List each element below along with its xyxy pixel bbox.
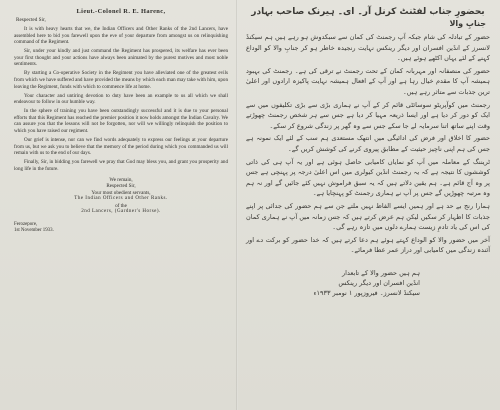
urdu-title: بحضورِ جناب لفٹنٹ کرنل آر۔ ای۔ ہیرنک صاحب بہادر: [251, 7, 485, 17]
urdu-paragraph-1: حضور کے تبادلہ کی شام جبکہ آپ رجمنٹ کی کمان سے سبکدوش ہو رہے ہیں ہم سیکنڈ لانسرز کے انڈین افسران اور دیگر رینکس نہایت رنجیدہ خاطر ہو کر جنابِ والا کو الوداع کہنے کے لئے یہاں اکٹھے ہوئے ہیں۔: [246, 33, 490, 63]
paragraph-6: Our grief is intense, nor can we find words adequately to express our feelings at your departure from us, but we ask you to believe that the memory of the period during which you commanded us will remain with us to the end of our days.: [14, 137, 228, 157]
date: 1st November 1933.: [14, 228, 54, 234]
urdu-signature-line: سیکنڈ لانسرز۔ فیروزپور ۱ نومبر ۱۹۳۳ء: [313, 288, 420, 297]
signatory-line: The Indian Officers and Other Ranks.: [74, 196, 168, 202]
urdu-salutation: جنابِ والا: [449, 19, 486, 28]
paragraph-3: By starting a Co-operative Society in the Regiment you have alleviated one of the greatest evils from which we have suffered and have provided the means by which each man may take with him, upon leaving the Regiment, funds with which to commence life at home.: [14, 70, 228, 90]
paragraph-4: Your character and untiring devotion to duty have been an example to us all which we shall endeavour to follow in our humble way.: [14, 92, 228, 106]
english-address: [14, 8, 228, 235]
urdu-paragraph-4: حضور کا اخلاق اور فرض کی ادائیگی میں انتھک مستعدی ہم سب کے لئے ایک نمونہ ہے جس کی ہم اپنی ناچیز حیثیت کے مطابق پیروی کرنے کی کوشش کریں گے۔: [246, 134, 490, 153]
closing-line: Your most obedient servants,: [91, 189, 151, 196]
place: Ferozepore,: [14, 222, 38, 228]
signatory-line: 2nd Lancers, (Gardner's Horse).: [81, 209, 161, 215]
closing-line: Respected Sir,: [106, 183, 136, 190]
urdu-signature-line: انڈین افسران اور دیگر رینکس: [338, 278, 420, 287]
place-date: [14, 222, 228, 235]
paragraph-5: In the sphere of training you have been outstandingly successful and it is due to your personal efforts that this Regiment has reached the premier position it now holds amongst the Indian Cavalry. We can assure you that the lessons will not be forgotten, nor will we willingly relinquish the position to which you have raised our regiment.: [14, 108, 228, 135]
urdu-paragraph-6: ہمارا رنج بے حد ہے اور ہمیں ایسے الفاظ نہیں ملتے جن سے ہم حضور کی جدائی پر اپنے جذبات کا اظہار کر سکیں لیکن ہم عرض کرتے ہیں کہ جس زمانہ میں آپ نے ہماری کمان کی اس کی یاد تادمِ زیست ہمارے دلوں میں تازہ رہے گی۔: [246, 201, 490, 232]
closing-block: [14, 177, 228, 217]
urdu-paragraph-2: حضور کی منصفانہ اور مہربانہ کمان کے تحت رجمنٹ نے ترقی کی ہے۔ رجمنٹ کی بہبود ہمیشہ آپ کا مقدم خیال رہا ہے اور آپ کے افعال ہمیشہ نہایت پاکیزہ ارادوں اور اعلیٰ ترین جذبات سے متاثر رہے ہیں۔: [246, 66, 490, 96]
urdu-paragraph-5: ٹریننگ کے معاملہ میں آپ کو نمایاں کامیابی حاصل ہوئی ہے اور یہ آپ ہی کی ذاتی کوششوں کا نتیجہ ہے کہ یہ رجمنٹ انڈین کیولری میں اس اعلیٰ درجہ پر پہنچی ہے جس پر وہ آج قائم ہے۔ ہم یقین دلاتے ہیں کہ یہ سبق فراموش نہیں کئے جائیں گے اور نہ ہم وہ مرتبہ چھوڑیں گے جس پر آپ نے ہماری رجمنٹ کو پہنچایا ہے۔: [246, 157, 490, 198]
urdu-address: [246, 6, 490, 298]
paragraph-2: Sir, under your kindly and just command the Regiment has prospered, its welfare has ever been your first thought and your actions have always been animated by the purest motives and most noble sentiments.: [14, 48, 228, 68]
paragraph-7: Finally, Sir, in bidding you farewell we pray that God may bless you, and grant you prosperity and long life in the future.: [14, 159, 228, 172]
page-fold: [236, 0, 238, 410]
paragraph-1: It is with heavy hearts that we, the Indian Officers and Other Ranks of the 2nd Lancers, have assembled here to bid you farewell upon the eve of your departure from amongst us on relinquishing command of the Regiment.: [14, 26, 228, 46]
urdu-signature: [246, 268, 490, 298]
closing-line: We remain,: [109, 176, 133, 183]
addressee: Lieut.-Colonel R. E. Harenc,: [76, 8, 166, 15]
signatory-line: of the: [115, 202, 127, 209]
salutation: Respected Sir,: [16, 17, 46, 23]
urdu-signature-line: ہم ہیں حضور والا کے تابعدار: [342, 268, 420, 277]
urdu-paragraph-3: رجمنٹ میں کوآپریٹو سوسائٹی قائم کر کے آپ نے ہماری بڑی سے بڑی تکلیفوں میں سے ایک کو دور کر دیا ہے اور ایسا ذریعہ مہیا کر دیا ہے جس سے ہر شخص رجمنٹ چھوڑتے وقت اپنے ساتھ اتنا سرمایہ لے جا سکے جس سے وہ گھر پر زندگی شروع کر سکے۔: [246, 100, 490, 130]
urdu-paragraph-7: آخر میں حضور والا کو الوداع کہتے ہوئے ہم دعا کرتے ہیں کہ خدا حضور کو برکت دے اور آئندہ زندگی میں کامیابی اور دراز عمر عطا فرمائے۔: [246, 235, 490, 255]
